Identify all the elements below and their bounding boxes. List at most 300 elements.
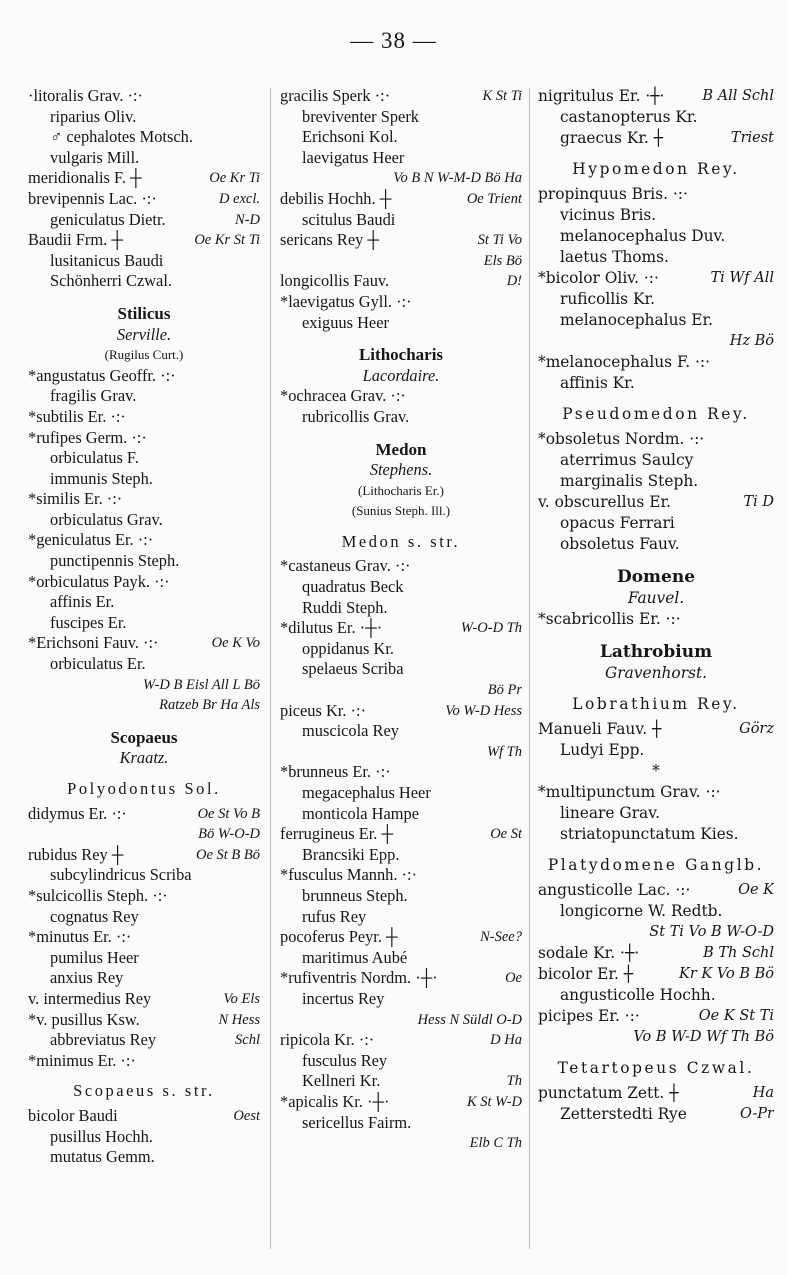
distribution-text: W-O-D Th — [460, 620, 522, 637]
entry-text: affinis Kr. — [560, 374, 635, 392]
distribution-text: Wf Th — [486, 743, 522, 760]
entry-text: *bicolor Oliv. ·:· — [538, 269, 659, 287]
species-entry — [280, 927, 522, 948]
distribution-text: Vo B W-D Wf Th Bö — [633, 1029, 774, 1045]
entry-text: anxius Rey — [50, 968, 124, 988]
entry-text: vulgaris Mill. — [50, 147, 140, 167]
entry-text: lusitanicus Baudi — [50, 250, 164, 270]
species-entry — [280, 701, 522, 722]
synonym-entry — [28, 551, 260, 572]
genus-heading — [280, 440, 522, 461]
distribution-line — [280, 680, 522, 701]
page-number: — 38 — — [350, 28, 437, 53]
entry-text: propinquus Bris. ·:· — [538, 185, 688, 203]
species-entry — [28, 845, 260, 866]
synonym-entry — [28, 968, 260, 989]
species-entry — [538, 1006, 774, 1027]
entry-text: *melanocephalus F. ·:· — [538, 353, 711, 371]
species-entry — [538, 184, 774, 205]
entry-text: opacus Ferrari — [560, 514, 675, 532]
entry-text: *v. pusillus Ksw. — [28, 1009, 140, 1029]
entry-text: Stilicus — [117, 303, 171, 323]
synonym-entry — [538, 107, 774, 128]
species-entry — [28, 804, 260, 825]
genus-heading — [280, 345, 522, 366]
synonym-entry — [538, 534, 774, 555]
species-entry — [538, 352, 774, 373]
synonym-entry — [28, 386, 260, 407]
entry-text: aterrimus Saulcy — [560, 451, 694, 469]
synonym-entry — [280, 989, 522, 1010]
entry-text: striatopunctatum Kies. — [560, 825, 739, 843]
entry-text: ripicola Kr. ·:· — [280, 1030, 375, 1050]
entry-text: obsoletus Fauv. — [560, 535, 680, 553]
entry-text: (Sunius Steph. Ill.) — [351, 503, 451, 519]
entry-text: pusillus Hochh. — [50, 1126, 153, 1146]
entry-text: Medon s. str. — [341, 531, 461, 551]
entry-text: *rufipes Germ. ·:· — [28, 427, 147, 447]
entry-text: Ludyi Epp. — [560, 741, 645, 759]
entry-text: didymus Er. ·:· — [28, 803, 127, 823]
entry-text: (Lithocharis Er.) — [358, 482, 444, 498]
distribution-text: Oe — [505, 970, 522, 987]
column-left — [28, 86, 260, 1265]
genus-author — [538, 588, 774, 609]
distribution-text: Elb C Th — [469, 1135, 522, 1152]
distribution-line — [280, 1133, 522, 1154]
entry-text: cognatus Rey — [50, 906, 139, 926]
distribution-text: Bö Pr — [487, 682, 522, 699]
entry-text: ruficollis Kr. — [560, 290, 656, 308]
synonym-entry — [28, 251, 260, 272]
synonym-entry — [538, 824, 774, 845]
entry-text: Baudii Frm. ┼ — [28, 230, 123, 250]
synonym-entry — [538, 740, 774, 761]
entry-text: Serville. — [116, 324, 172, 344]
synonym-entry — [538, 450, 774, 471]
synonym-entry — [538, 289, 774, 310]
species-entry — [280, 230, 522, 251]
synonym-entry — [280, 1113, 522, 1134]
species-entry — [538, 719, 774, 740]
distribution-text: B Th Schl — [703, 945, 774, 961]
synonym-entry — [538, 226, 774, 247]
entry-text: affinis Er. — [50, 592, 115, 612]
entry-text: *Erichsoni Fauv. ·:· — [28, 633, 159, 653]
genus-author — [538, 663, 774, 684]
distribution-text: Schl — [235, 1032, 260, 1049]
entry-text: * — [652, 762, 660, 780]
species-entry — [28, 86, 260, 107]
distribution-text: Els Bö — [483, 252, 522, 269]
entry-text: Domene — [616, 567, 696, 587]
entry-text: *similis Er. ·:· — [28, 489, 123, 509]
distribution-text: Hz Bö — [729, 333, 774, 349]
species-entry — [280, 1030, 522, 1051]
synonym-entry — [538, 205, 774, 226]
entry-text: Pseudomedon Rey. — [562, 405, 750, 423]
species-entry — [28, 989, 260, 1010]
synonym-entry — [28, 148, 260, 169]
distribution-text: W-D B Eisl All L Bö — [143, 676, 260, 693]
distribution-text: D! — [506, 273, 522, 290]
entry-text: Kraatz. — [119, 748, 169, 768]
synonym-entry — [28, 271, 260, 292]
entry-text: *geniculatus Er. ·:· — [28, 530, 154, 550]
synonym-entry — [538, 985, 774, 1006]
entry-text: *laevigatus Gyll. ·:· — [280, 291, 412, 311]
column-divider — [270, 88, 271, 1249]
distribution-text: Bö W-O-D — [198, 826, 260, 843]
synonym-entry — [280, 639, 522, 660]
distribution-text: K St W-D — [466, 1093, 522, 1110]
synonym-entry — [28, 469, 260, 490]
species-entry — [28, 572, 260, 593]
entry-text: Platydomene Ganglb. — [547, 856, 765, 874]
synonym-entry — [280, 1071, 522, 1092]
species-entry — [538, 964, 774, 985]
entry-text: sericellus Fairm. — [302, 1112, 412, 1132]
entry-text: vicinus Bris. — [560, 206, 657, 224]
distribution-text: D Ha — [490, 1032, 522, 1049]
entry-text: Brancsiki Epp. — [302, 844, 400, 864]
species-entry — [280, 271, 522, 292]
entry-text: *multipunctum Grav. ·:· — [538, 783, 721, 801]
entry-text: *obsoletus Nordm. ·:· — [538, 430, 705, 448]
entry-text: abbreviatus Rey — [50, 1030, 157, 1050]
entry-text: *castaneus Grav. ·:· — [280, 556, 411, 576]
genus-synonym — [280, 501, 522, 522]
entry-text: nigritulus Er. ·┼· — [538, 87, 665, 105]
species-entry — [280, 618, 522, 639]
distribution-text: N-D — [235, 211, 260, 228]
subgenus-heading — [28, 779, 260, 800]
species-entry — [28, 489, 260, 510]
distribution-text: Oe St — [490, 826, 522, 843]
entry-text: *apicalis Kr. ·┼· — [280, 1091, 390, 1111]
entry-text: oppidanus Kr. — [302, 638, 394, 658]
synonym-entry — [280, 313, 522, 334]
entry-text: subcylindricus Scriba — [50, 865, 192, 885]
distribution-text: B All Schl — [702, 88, 774, 104]
distribution-line — [538, 922, 774, 943]
distribution-text: N Hess — [218, 1011, 260, 1028]
entry-text: Ruddi Steph. — [302, 597, 388, 617]
entry-text: Lathrobium — [599, 642, 713, 662]
synonym-entry — [28, 448, 260, 469]
entry-text: fragilis Grav. — [50, 386, 137, 406]
subgenus-heading — [538, 694, 774, 715]
distribution-text: Ti D — [743, 494, 774, 510]
distribution-text: Th — [506, 1073, 522, 1090]
entry-text: *minimus Er. ·:· — [28, 1050, 136, 1070]
distribution-text: Oe St B Bö — [195, 846, 260, 863]
entry-text: Schönherri Czwal. — [50, 271, 172, 291]
species-entry — [280, 762, 522, 783]
entry-text: (Rugilus Curt.) — [104, 347, 184, 363]
distribution-text: St Ti Vo B W-O-D — [649, 924, 774, 940]
species-entry — [280, 86, 522, 107]
distribution-text: Vo W-D Hess — [445, 702, 522, 719]
distribution-text: Oe Trient — [466, 190, 522, 207]
entry-text: bicolor Baudi — [28, 1105, 118, 1125]
entry-text: Zetterstedti Rye — [560, 1105, 687, 1123]
entry-text: gracilis Sperk ·:· — [280, 86, 391, 105]
synonym-entry — [280, 107, 522, 128]
entry-text: *minutus Er. ·:· — [28, 927, 132, 947]
species-entry — [280, 386, 522, 407]
column-middle — [280, 86, 522, 1265]
entry-text: muscicola Rey — [302, 721, 399, 741]
column-divider — [529, 88, 530, 1249]
entry-text: *subtilis Er. ·:· — [28, 406, 126, 426]
distribution-line — [538, 1027, 774, 1048]
separator-star — [538, 761, 774, 782]
synonym-entry — [28, 510, 260, 531]
entry-text: geniculatus Dietr. — [50, 209, 166, 229]
entry-text: angusticolle Hochh. — [560, 986, 716, 1004]
entry-text: angusticolle Lac. ·:· — [538, 881, 691, 899]
distribution-line — [28, 695, 260, 716]
entry-text: piceus Kr. ·:· — [280, 700, 367, 720]
entry-text: castanopterus Kr. — [560, 108, 698, 126]
entry-text: Kellneri Kr. — [302, 1071, 381, 1091]
synonym-entry — [280, 845, 522, 866]
entry-text: spelaeus Scriba — [302, 659, 404, 679]
synonym-entry — [538, 513, 774, 534]
distribution-text: Oest — [233, 1107, 260, 1124]
entry-text: *brunneus Er. ·:· — [280, 762, 391, 782]
distribution-text: Vo Els — [223, 990, 260, 1007]
entry-text: breviventer Sperk — [302, 106, 419, 126]
entry-text: Gravenhorst. — [604, 664, 708, 682]
entry-text: melanocephalus Duv. — [560, 227, 726, 245]
distribution-line — [280, 168, 522, 189]
genus-heading — [538, 567, 774, 588]
genus-author — [280, 460, 522, 481]
species-entry — [28, 428, 260, 449]
entry-text: debilis Hochh. ┼ — [280, 188, 392, 208]
synonym-entry — [538, 310, 774, 331]
distribution-text: Oe K Vo — [211, 635, 260, 652]
genus-heading — [28, 304, 260, 325]
distribution-text: Görz — [739, 721, 774, 737]
entry-text: *angustatus Geoffr. ·:· — [28, 365, 176, 385]
entry-text: orbiculatus Grav. — [50, 509, 163, 529]
species-entry — [28, 886, 260, 907]
entry-text: bicolor Er. ┼ — [538, 965, 634, 983]
genus-synonym — [28, 345, 260, 366]
distribution-text: N-See? — [480, 929, 522, 946]
synonym-entry — [28, 865, 260, 886]
entry-text: quadratus Beck — [302, 577, 404, 597]
distribution-text: Vo B N W-M-D Bö Ha — [393, 170, 522, 187]
synonym-entry — [28, 210, 260, 231]
entry-text: ·litoralis Grav. ·:· — [28, 86, 143, 105]
entry-text: lineare Grav. — [560, 804, 660, 822]
entry-text: exiguus Heer — [302, 312, 389, 332]
distribution-text: Ratzeb Br Ha Als — [159, 697, 260, 714]
entry-text: graecus Kr. ┼ — [560, 129, 664, 147]
synonym-entry — [280, 127, 522, 148]
entry-text: ferrugineus Er. ┼ — [280, 824, 394, 844]
species-entry — [280, 189, 522, 210]
species-entry — [538, 86, 774, 107]
synonym-entry — [280, 148, 522, 169]
distribution-text: Oe St Vo B — [197, 805, 260, 822]
entry-text: fuscipes Er. — [50, 612, 127, 632]
distribution-text: Oe Kr Ti — [209, 170, 260, 187]
entry-text: brunneus Steph. — [302, 885, 408, 905]
entry-text: laevigatus Heer — [302, 147, 405, 167]
subgenus-heading — [28, 1081, 260, 1102]
species-entry — [538, 492, 774, 513]
entry-text: sericans Rey ┼ — [280, 230, 380, 250]
entry-text: *scabricollis Er. ·:· — [538, 610, 681, 628]
entry-text: incertus Rey — [302, 988, 385, 1008]
synonym-entry — [538, 1104, 774, 1125]
species-entry — [538, 943, 774, 964]
entry-text: rufus Rey — [302, 906, 367, 926]
entry-text: punctipennis Steph. — [50, 551, 180, 571]
species-entry — [28, 407, 260, 428]
species-entry — [28, 1010, 260, 1031]
synonym-entry — [28, 107, 260, 128]
entry-text: maritimus Aubé — [302, 947, 408, 967]
entry-text: Scopaeus — [110, 727, 178, 747]
distribution-line — [538, 331, 774, 352]
synonym-entry — [28, 1127, 260, 1148]
species-entry — [28, 530, 260, 551]
entry-text: Erichsoni Kol. — [302, 127, 398, 147]
entry-text: riparius Oliv. — [50, 106, 137, 126]
entry-text: mutatus Gemm. — [50, 1147, 155, 1167]
entry-text: fusculus Rey — [302, 1050, 388, 1070]
entry-text: v. intermedius Rey — [28, 988, 152, 1008]
species-entry — [538, 782, 774, 803]
genus-heading — [538, 642, 774, 663]
species-entry — [28, 927, 260, 948]
species-entry — [280, 865, 522, 886]
entry-text: rubricollis Grav. — [302, 406, 410, 426]
entry-text: *rufiventris Nordm. ·┼· — [280, 968, 438, 988]
subgenus-heading — [538, 159, 774, 180]
entry-text: Manueli Fauv. ┼ — [538, 720, 662, 738]
distribution-text: O-Pr — [739, 1106, 774, 1122]
synonym-entry — [280, 907, 522, 928]
genus-author — [28, 325, 260, 346]
synonym-entry — [28, 1147, 260, 1168]
species-entry — [28, 633, 260, 654]
synonym-entry — [280, 1051, 522, 1072]
entry-text: longicollis Fauv. — [280, 271, 390, 291]
distribution-text: St Ti Vo — [477, 232, 522, 249]
entry-text: *fusculus Mannh. ·:· — [280, 865, 418, 885]
entry-text: pocoferus Peyr. ┼ — [280, 927, 398, 947]
distribution-text: Oe K — [738, 882, 774, 898]
species-entry — [538, 880, 774, 901]
entry-text: laetus Thoms. — [560, 248, 669, 266]
distribution-text: Ha — [752, 1085, 774, 1101]
species-entry — [280, 556, 522, 577]
genus-heading — [28, 728, 260, 749]
entry-text: v. obscurellus Er. — [538, 493, 672, 511]
species-entry — [28, 168, 260, 189]
subgenus-heading — [280, 532, 522, 553]
distribution-line — [28, 675, 260, 696]
distribution-line — [280, 1010, 522, 1031]
genus-synonym — [280, 481, 522, 502]
species-entry — [280, 824, 522, 845]
entry-text: *dilutus Er. ·┼· — [280, 618, 383, 638]
species-entry — [538, 609, 774, 630]
species-entry — [280, 292, 522, 313]
synonym-entry — [280, 783, 522, 804]
entry-text: melanocephalus Er. — [560, 311, 714, 329]
subgenus-heading — [538, 855, 774, 876]
entry-text: *ochracea Grav. ·:· — [280, 386, 406, 406]
synonym-entry — [538, 471, 774, 492]
synonym-entry — [538, 128, 774, 149]
distribution-text: Hess N Süldl O-D — [417, 1011, 522, 1028]
distribution-line — [280, 742, 522, 763]
species-entry — [28, 366, 260, 387]
entry-text: orbiculatus Er. — [50, 654, 146, 674]
synonym-entry — [280, 577, 522, 598]
genus-author — [28, 748, 260, 769]
entry-text: immunis Steph. — [50, 468, 153, 488]
entry-text: orbiculatus F. — [50, 448, 139, 468]
entry-text: scitulus Baudi — [302, 209, 396, 229]
synonym-entry — [28, 948, 260, 969]
entry-text: Tetartopeus Czwal. — [557, 1059, 755, 1077]
species-entry — [538, 268, 774, 289]
distribution-text: Oe Kr St Ti — [194, 232, 260, 249]
entry-text: Hypomedon Rey. — [572, 160, 740, 178]
synonym-entry — [28, 592, 260, 613]
species-entry — [28, 230, 260, 251]
species-entry — [28, 1051, 260, 1072]
synonym-entry — [280, 210, 522, 231]
entry-text: Medon — [375, 439, 427, 459]
synonym-entry — [538, 247, 774, 268]
species-entry — [538, 1083, 774, 1104]
species-entry — [280, 1092, 522, 1113]
subgenus-heading — [538, 1058, 774, 1079]
entry-text: sodale Kr. ·┼· — [538, 944, 640, 962]
entry-text: *sulcicollis Steph. ·:· — [28, 885, 168, 905]
entry-text: monticola Hampe — [302, 803, 419, 823]
synonym-entry — [280, 721, 522, 742]
distribution-text: Ti Wf All — [710, 270, 774, 286]
synonym-entry — [538, 373, 774, 394]
distribution-text: K St Ti — [482, 88, 522, 104]
entry-text: picipes Er. ·:· — [538, 1007, 640, 1025]
synonym-entry — [280, 407, 522, 428]
entry-text: rubidus Rey ┼ — [28, 844, 124, 864]
entry-text: Stephens. — [369, 460, 433, 480]
entry-text: brevipennis Lac. ·:· — [28, 188, 157, 208]
synonym-entry — [28, 1030, 260, 1051]
distribution-line — [280, 251, 522, 272]
entry-text: punctatum Zett. ┼ — [538, 1084, 679, 1102]
entry-text: longicorne W. Redtb. — [560, 902, 723, 920]
distribution-text: Kr K Vo B Bö — [679, 966, 774, 982]
synonym-entry — [28, 613, 260, 634]
synonym-entry — [538, 803, 774, 824]
synonym-entry — [280, 659, 522, 680]
subgenus-heading — [538, 404, 774, 425]
